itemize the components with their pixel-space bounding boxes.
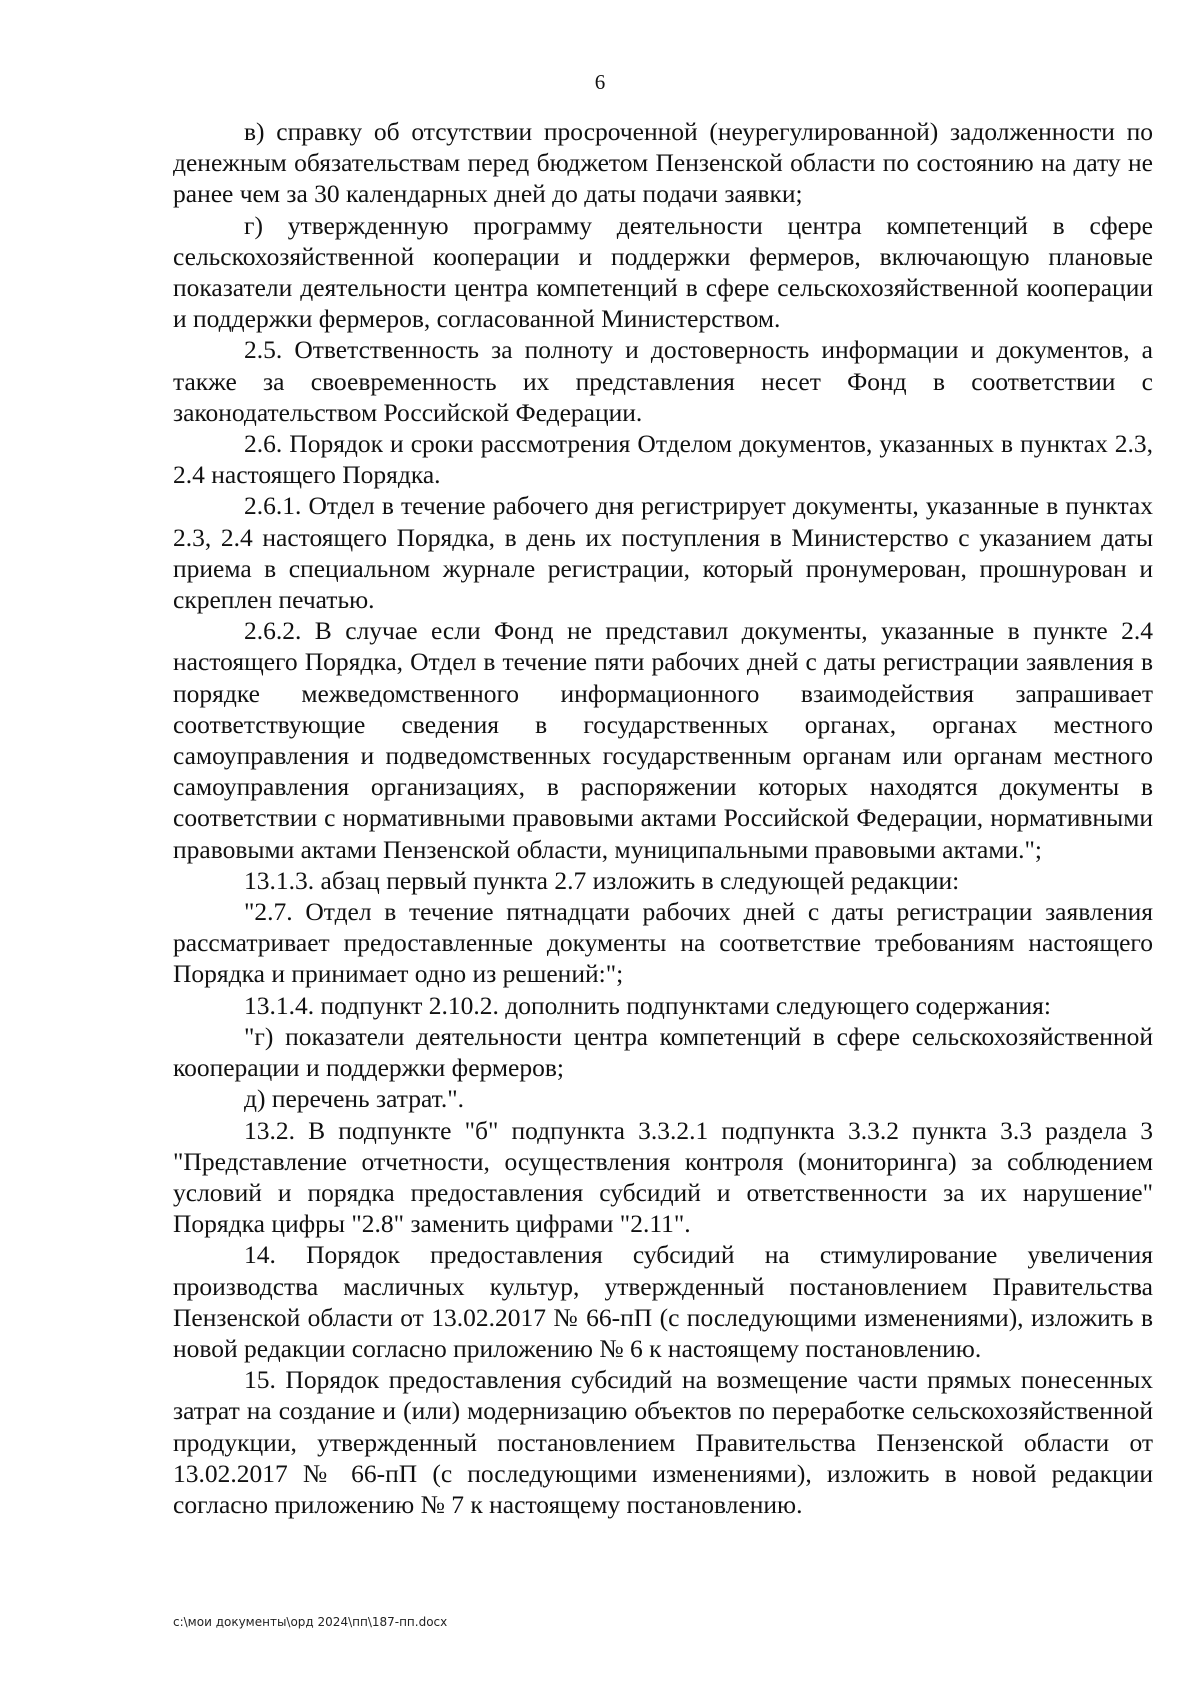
paragraph-item-v: в) справку об отсутствии просроченной (неурегулированной) задолженности по денежным обязательствам перед бюджетом Пензенской области по состоянию на дату не ранее чем за 30 календарных дней до даты подачи заявки; — [173, 117, 1153, 209]
paragraph-item-g-quote: "г) показатели деятельности центра компетенций в сфере сельскохозяйственной кооперации и поддержки фермеров; — [173, 1021, 1153, 1083]
paragraph-2-7-quote: "2.7. Отдел в течение пятнадцати рабочих дней с даты регистрации заявления рассматривает предоставленные документы на соответствие требованиям настоящего Порядка и принимает одно из решений:"; — [173, 897, 1153, 989]
page-number: 6 — [594, 70, 606, 94]
file-path-footer: c:\мои документы\орд 2024\пп\187-пп.docx — [173, 1615, 448, 1629]
paragraph-2-6-2: 2.6.2. В случае если Фонд не представил документы, указанные в пункте 2.4 настоящего Порядка, Отдел в течение пяти рабочих дней с даты регистрации заявления в порядке межведомственного информационного взаимодействия запрашивает соответствующие сведения в государственных органах, органах местного самоуправления и подведомственных государственным органам или органам местного самоуправления организациях, в распоряжении которых находятся документы в соответствии с нормативными правовыми актами Российской Федерации, нормативными правовыми актами Пензенской области, муниципальными правовыми актами."; — [173, 616, 1153, 864]
document-body — [173, 116, 1153, 1520]
paragraph-item-d-quote: д) перечень затрат.". — [244, 1084, 465, 1114]
paragraph-2-5: 2.5. Ответственность за полноту и достоверность информации и документов, а также за своевременность их представления несет Фонд в соответствии с законодательством Российской Федерации. — [173, 335, 1153, 427]
paragraph-14: 14. Порядок предоставления субсидий на стимулирование увеличения производства масличных культур, утвержденный постановлением Правительства Пензенской области от 13.02.2017 № 66-пП (с последующими изменениями), изложить в новой редакции согласно приложению № 6 к настоящему постановлению. — [173, 1240, 1153, 1363]
paragraph-2-6-1: 2.6.1. Отдел в течение рабочего дня регистрирует документы, указанные в пунктах 2.3, 2.4 настоящего Порядка, в день их поступления в Министерство с указанием даты приема в специальном журнале регистрации, который пронумерован, прошнурован и скреплен печатью. — [173, 491, 1153, 615]
paragraph-13-2: 13.2. В подпункте "б" подпункта 3.3.2.1 подпункта 3.3.2 пункта 3.3 раздела 3 "Представление отчетности, осуществления контроля (мониторинга) за соблюдением условий и порядка предоставления субсидий и ответственности за их нарушение" Порядка цифры "2.8" заменить цифрами "2.11". — [173, 1115, 1153, 1239]
paragraph-13-1-4: 13.1.4. подпункт 2.10.2. дополнить подпунктами следующего содержания: — [244, 990, 1051, 1020]
paragraph-item-g: г) утвержденную программу деятельности центра компетенций в сфере сельскохозяйственной кооперации и поддержки фермеров, включающую плановые показатели деятельности центра компетенций в сфере сельскохозяйственной кооперации и поддержки фермеров, согласованной Министерством. — [173, 210, 1153, 334]
paragraph-13-1-3: 13.1.3. абзац первый пункта 2.7 изложить в следующей редакции: — [244, 865, 960, 895]
paragraph-15: 15. Порядок предоставления субсидий на возмещение части прямых понесенных затрат на создание и (или) модернизацию объектов по переработке сельскохозяйственной продукции, утвержденный постановлением Правительства Пензенской области от 13.02.2017 № 66-пП (с последующими изменениями), изложить в новой редакции согласно приложению № 7 к настоящему постановлению. — [173, 1365, 1153, 1519]
paragraph-2-6: 2.6. Порядок и сроки рассмотрения Отделом документов, указанных в пунктах 2.3, 2.4 настоящего Порядка. — [173, 429, 1153, 490]
